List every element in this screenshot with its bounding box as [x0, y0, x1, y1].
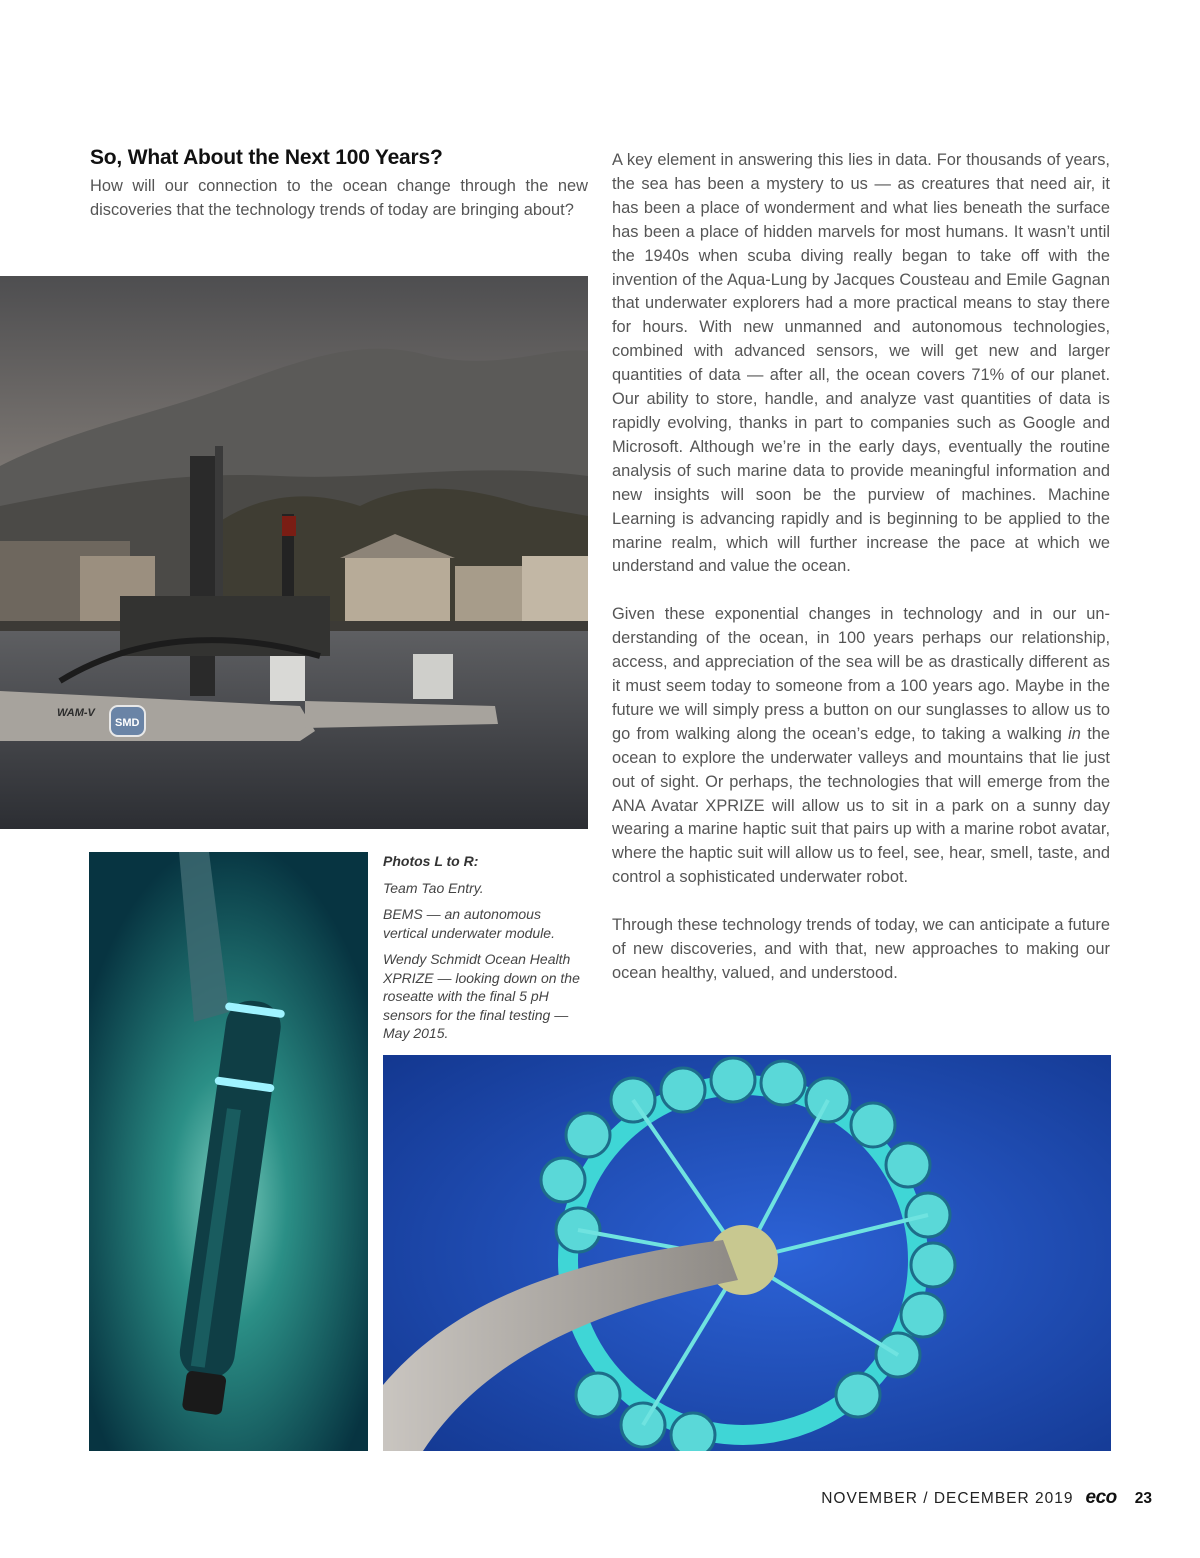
issue-date: NOVEMBER / DECEMBER 2019: [821, 1490, 1074, 1507]
boat-hull-label: WAM-V: [57, 707, 95, 719]
caption-title: Photos L to R:: [383, 853, 479, 869]
magazine-logo: eco: [1085, 1487, 1117, 1508]
bems-photo: [89, 852, 368, 1451]
article-body: [612, 149, 1110, 1010]
section-intro: How will our connection to the ocean change through the new discoveries that the technology trends of today are bringing about?: [90, 177, 588, 219]
caption-item: BEMS — an autonomous vertical underwater module.: [383, 906, 555, 941]
boat-badge: SMD: [115, 717, 140, 729]
body-paragraph: Through these technology trends of today, we can anticipate a future of new discoveries, and with that, new approaches to making our ocean healthy, valued, and understood.: [612, 916, 1110, 982]
caption-item: Team Tao Entry.: [383, 879, 484, 896]
page-number: 23: [1134, 1490, 1152, 1507]
body-paragraph: Given these exponential changes in technology and in our understanding of the ocean, in 100 years perhaps our relationship, access, and appreciation of the sea will be as drastically different as it must seem today to someone from a 100 years ago. Maybe in the future we will simply press a button on our sunglasses to allow us to go from walking along the ocean’s edge, to taking a walking in the ocean to explore the underwater valleys and mountains that lie just out of sight. Or perhaps, the technologies that will emerge from the ANA Avatar XPRIZE will allow us to sit in a park on a sunny day wearing a marine haptic suit that pairs up with a marine robot avatar, where the haptic suit will allow us to feel, see, hear, smell, taste, and control a sophisticated underwater robot.: [612, 605, 1110, 887]
rosette-photo: [383, 1055, 1111, 1451]
body-paragraph: A key element in answering this lies in data. For thousands of years, the sea has been a mystery to us — as creatures that need air, it has been a place of wonderment and what lies beneath the surface has been a place of hidden marvels for most humans. It wasn’t until the 1940s when scuba diving really began to take off with the invention of the Aqua-Lung by Jacques Cousteau and Emile Gagnan that underwater explorers had a more practical means to stay there for hours. With new unmanned and autonomous technologies, combined with advanced sensors, we will get new and larger quantities of data — after all, the ocean covers 71% of our planet. Our ability to store, handle, and analyze vast quantities of data is rapidly evolving, thanks in part to companies such as Google and Microsoft. Although we’re in the early days, eventually the routine analysis of such marine data to provide meaningful information and new insights will soon be the purview of machines. Machine Learning is advancing rapidly and is beginning to be applied to the marine realm, which will further increase the pace at which we understand and value the ocean.: [612, 151, 1110, 576]
page-footer: [821, 1487, 1152, 1509]
section-heading: So, What About the Next 100 Years?: [90, 146, 443, 169]
photo-caption: [383, 852, 589, 1051]
boat-photo: [0, 276, 588, 829]
caption-item: Wendy Schmidt Ocean Health XPRIZE — looking down on the roseatte with the final 5 pH sensors for the final testing — May 2015.: [383, 951, 580, 1041]
